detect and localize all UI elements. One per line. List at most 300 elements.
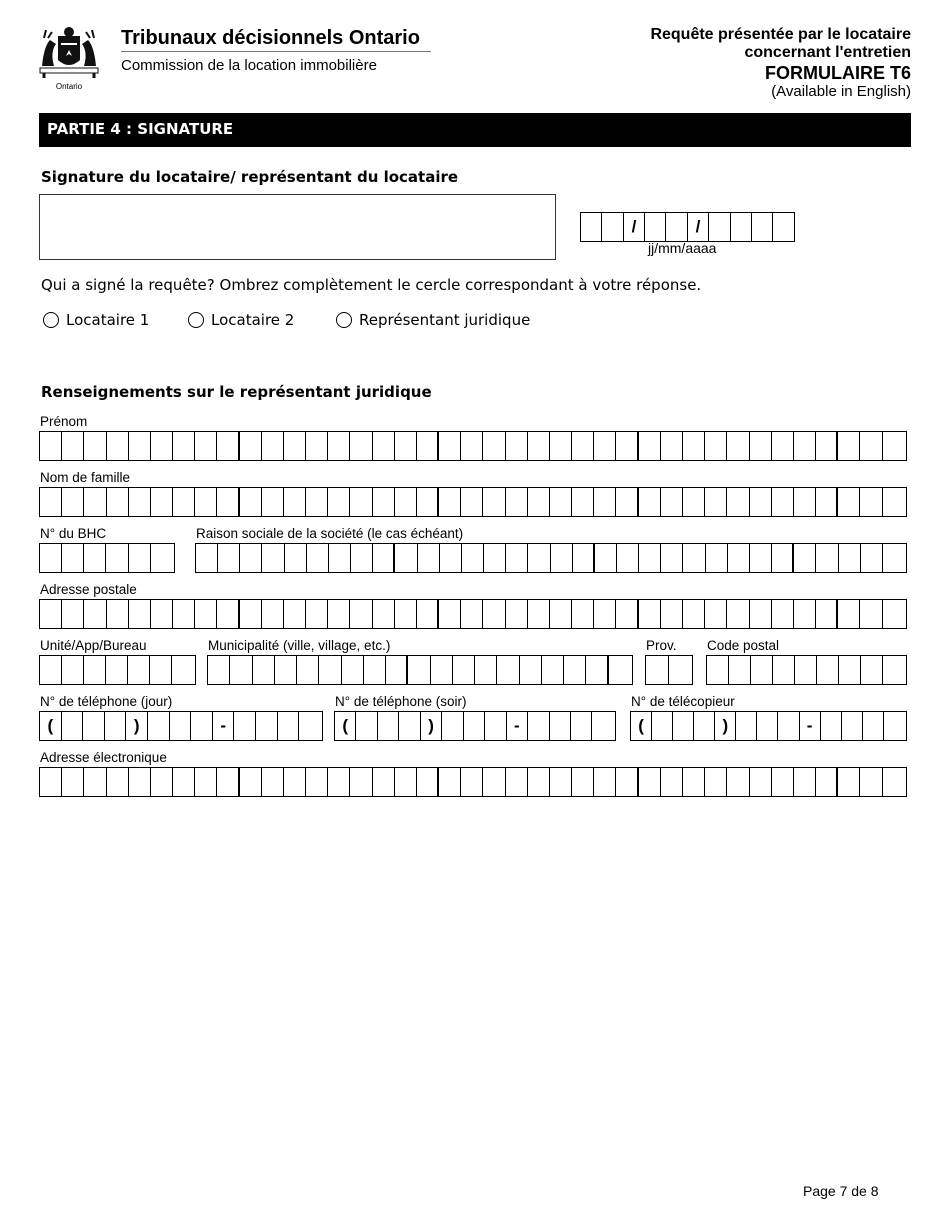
char-cell[interactable] [883, 544, 905, 572]
char-cell[interactable] [350, 432, 372, 460]
digit-cell[interactable] [105, 712, 127, 740]
digit-cell[interactable] [170, 712, 192, 740]
char-cell[interactable] [838, 768, 860, 796]
char-cell[interactable] [217, 488, 239, 516]
char-cell[interactable] [151, 768, 173, 796]
char-cell[interactable] [520, 656, 542, 684]
date-cell[interactable] [645, 213, 666, 241]
char-cell[interactable] [772, 488, 794, 516]
char-cell[interactable] [129, 488, 151, 516]
digit-cell[interactable] [550, 712, 571, 740]
char-cell[interactable] [408, 656, 430, 684]
char-cell[interactable] [594, 768, 616, 796]
fax-field[interactable] [630, 711, 907, 741]
char-cell[interactable] [727, 432, 749, 460]
char-cell[interactable] [395, 432, 417, 460]
char-cell[interactable] [151, 600, 173, 628]
char-cell[interactable] [483, 768, 505, 796]
char-cell[interactable] [395, 544, 417, 572]
char-cell[interactable] [62, 544, 84, 572]
digit-cell[interactable] [592, 712, 613, 740]
char-cell[interactable] [727, 600, 749, 628]
unit-field[interactable] [39, 655, 196, 685]
char-cell[interactable] [483, 432, 505, 460]
char-cell[interactable] [816, 544, 838, 572]
last-name-field[interactable] [39, 487, 907, 517]
char-cell[interactable] [838, 488, 860, 516]
char-cell[interactable] [483, 488, 505, 516]
char-cell[interactable] [439, 488, 461, 516]
char-cell[interactable] [550, 600, 572, 628]
char-cell[interactable] [683, 768, 705, 796]
char-cell[interactable] [573, 544, 595, 572]
char-cell[interactable] [217, 432, 239, 460]
char-cell[interactable] [218, 544, 240, 572]
char-cell[interactable] [62, 656, 84, 684]
char-cell[interactable] [217, 600, 239, 628]
digit-cell[interactable] [652, 712, 673, 740]
char-cell[interactable] [772, 544, 794, 572]
char-cell[interactable] [297, 656, 319, 684]
radio-tenant-1[interactable] [43, 311, 149, 329]
char-cell[interactable] [40, 656, 62, 684]
char-cell[interactable] [439, 768, 461, 796]
char-cell[interactable] [262, 600, 284, 628]
char-cell[interactable] [639, 600, 661, 628]
date-cell[interactable] [773, 213, 793, 241]
digit-cell[interactable] [83, 712, 105, 740]
digit-cell[interactable] [884, 712, 905, 740]
char-cell[interactable] [750, 768, 772, 796]
char-cell[interactable] [350, 768, 372, 796]
digit-cell[interactable] [234, 712, 256, 740]
char-cell[interactable] [417, 488, 439, 516]
first-name-field[interactable] [39, 431, 907, 461]
char-cell[interactable] [107, 432, 129, 460]
char-cell[interactable] [107, 768, 129, 796]
char-cell[interactable] [40, 768, 62, 796]
digit-cell[interactable] [821, 712, 842, 740]
char-cell[interactable] [683, 544, 705, 572]
char-cell[interactable] [683, 600, 705, 628]
char-cell[interactable] [195, 488, 217, 516]
char-cell[interactable] [84, 432, 106, 460]
digit-cell[interactable] [694, 712, 715, 740]
first-name-label: Prénom [40, 414, 88, 429]
digit-cell[interactable] [299, 712, 321, 740]
char-cell[interactable] [750, 544, 772, 572]
char-cell[interactable] [306, 488, 328, 516]
char-cell[interactable] [262, 488, 284, 516]
digit-cell[interactable] [571, 712, 592, 740]
char-cell[interactable] [506, 600, 528, 628]
char-cell[interactable] [861, 656, 883, 684]
char-cell[interactable] [706, 544, 728, 572]
char-cell[interactable] [683, 488, 705, 516]
char-cell[interactable] [262, 544, 284, 572]
char-cell[interactable] [208, 656, 230, 684]
char-cell[interactable] [594, 432, 616, 460]
province-field[interactable] [645, 655, 693, 685]
date-separator: / [624, 213, 645, 241]
company-field[interactable] [195, 543, 907, 573]
char-cell[interactable] [609, 656, 631, 684]
char-cell[interactable] [506, 488, 528, 516]
char-cell[interactable] [284, 600, 306, 628]
postal-code-field[interactable] [706, 655, 907, 685]
char-cell[interactable] [550, 488, 572, 516]
char-cell[interactable] [329, 544, 351, 572]
char-cell[interactable] [750, 432, 772, 460]
char-cell[interactable] [373, 544, 395, 572]
char-cell[interactable] [594, 488, 616, 516]
char-cell[interactable] [883, 432, 905, 460]
char-cell[interactable] [195, 432, 217, 460]
char-cell[interactable] [395, 768, 417, 796]
char-cell[interactable] [616, 768, 638, 796]
char-cell[interactable] [328, 768, 350, 796]
char-cell[interactable] [586, 656, 608, 684]
char-cell[interactable] [772, 600, 794, 628]
char-cell[interactable] [661, 600, 683, 628]
char-cell[interactable] [817, 656, 839, 684]
char-cell[interactable] [173, 488, 195, 516]
char-cell[interactable] [816, 768, 838, 796]
digit-cell[interactable] [528, 712, 549, 740]
char-cell[interactable] [816, 488, 838, 516]
char-cell[interactable] [350, 600, 372, 628]
date-cell[interactable] [581, 213, 602, 241]
org-subtitle: Commission de la location immobilière [121, 57, 377, 74]
char-cell[interactable] [418, 544, 440, 572]
char-cell[interactable] [128, 656, 150, 684]
char-cell[interactable] [106, 544, 128, 572]
char-cell[interactable] [639, 432, 661, 460]
char-cell[interactable] [646, 656, 669, 684]
char-cell[interactable] [816, 432, 838, 460]
char-cell[interactable] [386, 656, 408, 684]
char-cell[interactable] [616, 600, 638, 628]
char-cell[interactable] [342, 656, 364, 684]
char-cell[interactable] [262, 432, 284, 460]
char-cell[interactable] [395, 600, 417, 628]
char-cell[interactable] [307, 544, 329, 572]
char-cell[interactable] [461, 432, 483, 460]
digit-cell[interactable] [442, 712, 463, 740]
char-cell[interactable] [275, 656, 297, 684]
char-cell[interactable] [729, 656, 751, 684]
char-cell[interactable] [319, 656, 341, 684]
char-cell[interactable] [750, 488, 772, 516]
char-cell[interactable] [483, 600, 505, 628]
char-cell[interactable] [751, 656, 773, 684]
char-cell[interactable] [107, 600, 129, 628]
char-cell[interactable] [883, 768, 905, 796]
radio-circle[interactable] [188, 312, 204, 328]
mailing-address-field[interactable] [39, 599, 907, 629]
char-cell[interactable] [262, 768, 284, 796]
char-cell[interactable] [528, 544, 550, 572]
municipality-field[interactable] [207, 655, 633, 685]
last-name-label: Nom de famille [40, 470, 131, 485]
char-cell[interactable] [594, 600, 616, 628]
char-cell[interactable] [705, 432, 727, 460]
char-cell[interactable] [794, 432, 816, 460]
char-cell[interactable] [528, 488, 550, 516]
char-cell[interactable] [240, 432, 262, 460]
char-cell[interactable] [151, 432, 173, 460]
char-cell[interactable] [794, 600, 816, 628]
company-label: Raison sociale de la société (le cas échéant) [196, 526, 464, 541]
date-field[interactable] [580, 212, 795, 242]
char-cell[interactable] [883, 656, 905, 684]
char-cell[interactable] [230, 656, 252, 684]
radio-circle[interactable] [336, 312, 352, 328]
digit-cell[interactable] [673, 712, 694, 740]
char-cell[interactable] [616, 432, 638, 460]
digit-cell[interactable] [485, 712, 506, 740]
char-cell[interactable] [84, 600, 106, 628]
char-cell[interactable] [661, 488, 683, 516]
char-cell[interactable] [129, 768, 151, 796]
date-cell[interactable] [752, 213, 773, 241]
char-cell[interactable] [564, 656, 586, 684]
char-cell[interactable] [727, 488, 749, 516]
char-cell[interactable] [364, 656, 386, 684]
char-cell[interactable] [773, 656, 795, 684]
char-cell[interactable] [328, 600, 350, 628]
char-cell[interactable] [240, 488, 262, 516]
char-cell[interactable] [350, 488, 372, 516]
char-cell[interactable] [461, 768, 483, 796]
digit-cell[interactable] [378, 712, 399, 740]
char-cell[interactable] [40, 600, 62, 628]
char-cell[interactable] [860, 600, 882, 628]
char-cell[interactable] [595, 544, 617, 572]
char-cell[interactable] [453, 656, 475, 684]
char-cell[interactable] [860, 488, 882, 516]
char-cell[interactable] [639, 768, 661, 796]
digit-cell[interactable] [256, 712, 278, 740]
char-cell[interactable] [861, 544, 883, 572]
char-cell[interactable] [440, 544, 462, 572]
radio-legal-representative[interactable] [336, 311, 530, 329]
digit-cell[interactable] [62, 712, 84, 740]
char-cell[interactable] [173, 768, 195, 796]
char-cell[interactable] [572, 600, 594, 628]
char-cell[interactable] [461, 600, 483, 628]
char-cell[interactable] [373, 600, 395, 628]
char-cell[interactable] [306, 600, 328, 628]
char-cell[interactable] [616, 488, 638, 516]
char-cell[interactable] [475, 656, 497, 684]
radio-circle[interactable] [43, 312, 59, 328]
char-cell[interactable] [838, 432, 860, 460]
char-cell[interactable] [883, 600, 905, 628]
char-cell[interactable] [395, 488, 417, 516]
char-cell[interactable] [528, 600, 550, 628]
digit-cell[interactable] [464, 712, 485, 740]
char-cell[interactable] [196, 544, 218, 572]
char-cell[interactable] [661, 768, 683, 796]
date-cell[interactable] [666, 213, 688, 241]
char-cell[interactable] [550, 768, 572, 796]
char-cell[interactable] [417, 768, 439, 796]
char-cell[interactable] [62, 768, 84, 796]
char-cell[interactable] [794, 768, 816, 796]
char-cell[interactable] [306, 432, 328, 460]
char-cell[interactable] [84, 544, 106, 572]
char-cell[interactable] [373, 488, 395, 516]
char-cell[interactable] [669, 656, 692, 684]
char-cell[interactable] [727, 768, 749, 796]
char-cell[interactable] [816, 600, 838, 628]
char-cell[interactable] [542, 656, 564, 684]
char-cell[interactable] [439, 432, 461, 460]
digit-cell[interactable] [736, 712, 757, 740]
form-title-block [650, 26, 911, 101]
char-cell[interactable] [284, 488, 306, 516]
char-cell[interactable] [62, 600, 84, 628]
char-cell[interactable] [173, 432, 195, 460]
digit-cell[interactable] [757, 712, 778, 740]
phone-evening-field[interactable] [334, 711, 616, 741]
char-cell[interactable] [129, 544, 151, 572]
char-cell[interactable] [506, 768, 528, 796]
char-cell[interactable] [839, 656, 861, 684]
char-cell[interactable] [217, 768, 239, 796]
char-cell[interactable] [860, 432, 882, 460]
char-cell[interactable] [106, 656, 128, 684]
char-cell[interactable] [328, 432, 350, 460]
char-cell[interactable] [431, 656, 453, 684]
fax-label: N° de télécopieur [631, 694, 735, 709]
char-cell[interactable] [572, 432, 594, 460]
char-cell[interactable] [373, 768, 395, 796]
char-cell[interactable] [107, 488, 129, 516]
digit-cell[interactable] [778, 712, 799, 740]
char-cell[interactable] [84, 656, 106, 684]
char-cell[interactable] [150, 656, 172, 684]
char-cell[interactable] [707, 656, 729, 684]
char-cell[interactable] [195, 768, 217, 796]
char-cell[interactable] [839, 544, 861, 572]
char-cell[interactable] [129, 432, 151, 460]
char-cell[interactable] [253, 656, 275, 684]
char-cell[interactable] [750, 600, 772, 628]
char-cell[interactable] [838, 600, 860, 628]
char-cell[interactable] [772, 432, 794, 460]
char-cell[interactable] [195, 600, 217, 628]
char-cell[interactable] [151, 488, 173, 516]
char-cell[interactable] [40, 488, 62, 516]
char-cell[interactable] [617, 544, 639, 572]
date-cell[interactable] [709, 213, 731, 241]
char-cell[interactable] [173, 600, 195, 628]
char-cell[interactable] [572, 488, 594, 516]
char-cell[interactable] [306, 768, 328, 796]
char-cell[interactable] [172, 656, 194, 684]
char-cell[interactable] [461, 488, 483, 516]
date-cell[interactable] [602, 213, 624, 241]
char-cell[interactable] [528, 768, 550, 796]
phone-day-field[interactable] [39, 711, 323, 741]
radio-tenant-2[interactable] [188, 311, 294, 329]
char-cell[interactable] [240, 544, 262, 572]
char-cell[interactable] [40, 432, 62, 460]
char-cell[interactable] [794, 488, 816, 516]
digit-cell[interactable] [356, 712, 377, 740]
digit-cell[interactable] [399, 712, 420, 740]
char-cell[interactable] [417, 600, 439, 628]
char-cell[interactable] [439, 600, 461, 628]
char-cell[interactable] [528, 432, 550, 460]
date-cell[interactable] [731, 213, 752, 241]
digit-cell[interactable] [863, 712, 884, 740]
char-cell[interactable] [417, 432, 439, 460]
char-cell[interactable] [661, 544, 683, 572]
signature-field[interactable] [39, 194, 556, 260]
char-cell[interactable] [683, 432, 705, 460]
digit-cell[interactable] [191, 712, 213, 740]
char-cell[interactable] [240, 768, 262, 796]
char-cell[interactable] [62, 488, 84, 516]
char-cell[interactable] [883, 488, 905, 516]
char-cell[interactable] [62, 432, 84, 460]
digit-cell[interactable] [842, 712, 863, 740]
char-cell[interactable] [772, 768, 794, 796]
char-cell[interactable] [497, 656, 519, 684]
char-cell[interactable] [794, 544, 816, 572]
char-cell[interactable] [639, 544, 661, 572]
char-cell[interactable] [462, 544, 484, 572]
lso-number-label: N° du BHC [40, 526, 107, 541]
char-cell[interactable] [284, 768, 306, 796]
char-cell[interactable] [284, 432, 306, 460]
char-cell[interactable] [705, 600, 727, 628]
char-cell[interactable] [705, 768, 727, 796]
char-cell[interactable] [151, 544, 173, 572]
char-cell[interactable] [860, 768, 882, 796]
char-cell[interactable] [373, 432, 395, 460]
char-cell[interactable] [84, 488, 106, 516]
char-cell[interactable] [285, 544, 307, 572]
char-cell[interactable] [639, 488, 661, 516]
char-cell[interactable] [84, 768, 106, 796]
char-cell[interactable] [550, 432, 572, 460]
lso-number-field[interactable] [39, 543, 175, 573]
char-cell[interactable] [484, 544, 506, 572]
char-cell[interactable] [506, 432, 528, 460]
char-cell[interactable] [551, 544, 573, 572]
radio-label: Locataire 2 [211, 311, 295, 329]
char-cell[interactable] [795, 656, 817, 684]
char-cell[interactable] [506, 544, 528, 572]
char-cell[interactable] [661, 432, 683, 460]
char-cell[interactable] [328, 488, 350, 516]
char-cell[interactable] [351, 544, 373, 572]
form-code: FORMULAIRE T6 [765, 62, 911, 83]
char-cell[interactable] [728, 544, 750, 572]
char-cell[interactable] [129, 600, 151, 628]
email-field[interactable] [39, 767, 907, 797]
digit-cell[interactable] [278, 712, 300, 740]
digit-cell[interactable] [148, 712, 170, 740]
char-cell[interactable] [240, 600, 262, 628]
char-cell[interactable] [572, 768, 594, 796]
char-cell[interactable] [705, 488, 727, 516]
char-cell[interactable] [40, 544, 62, 572]
